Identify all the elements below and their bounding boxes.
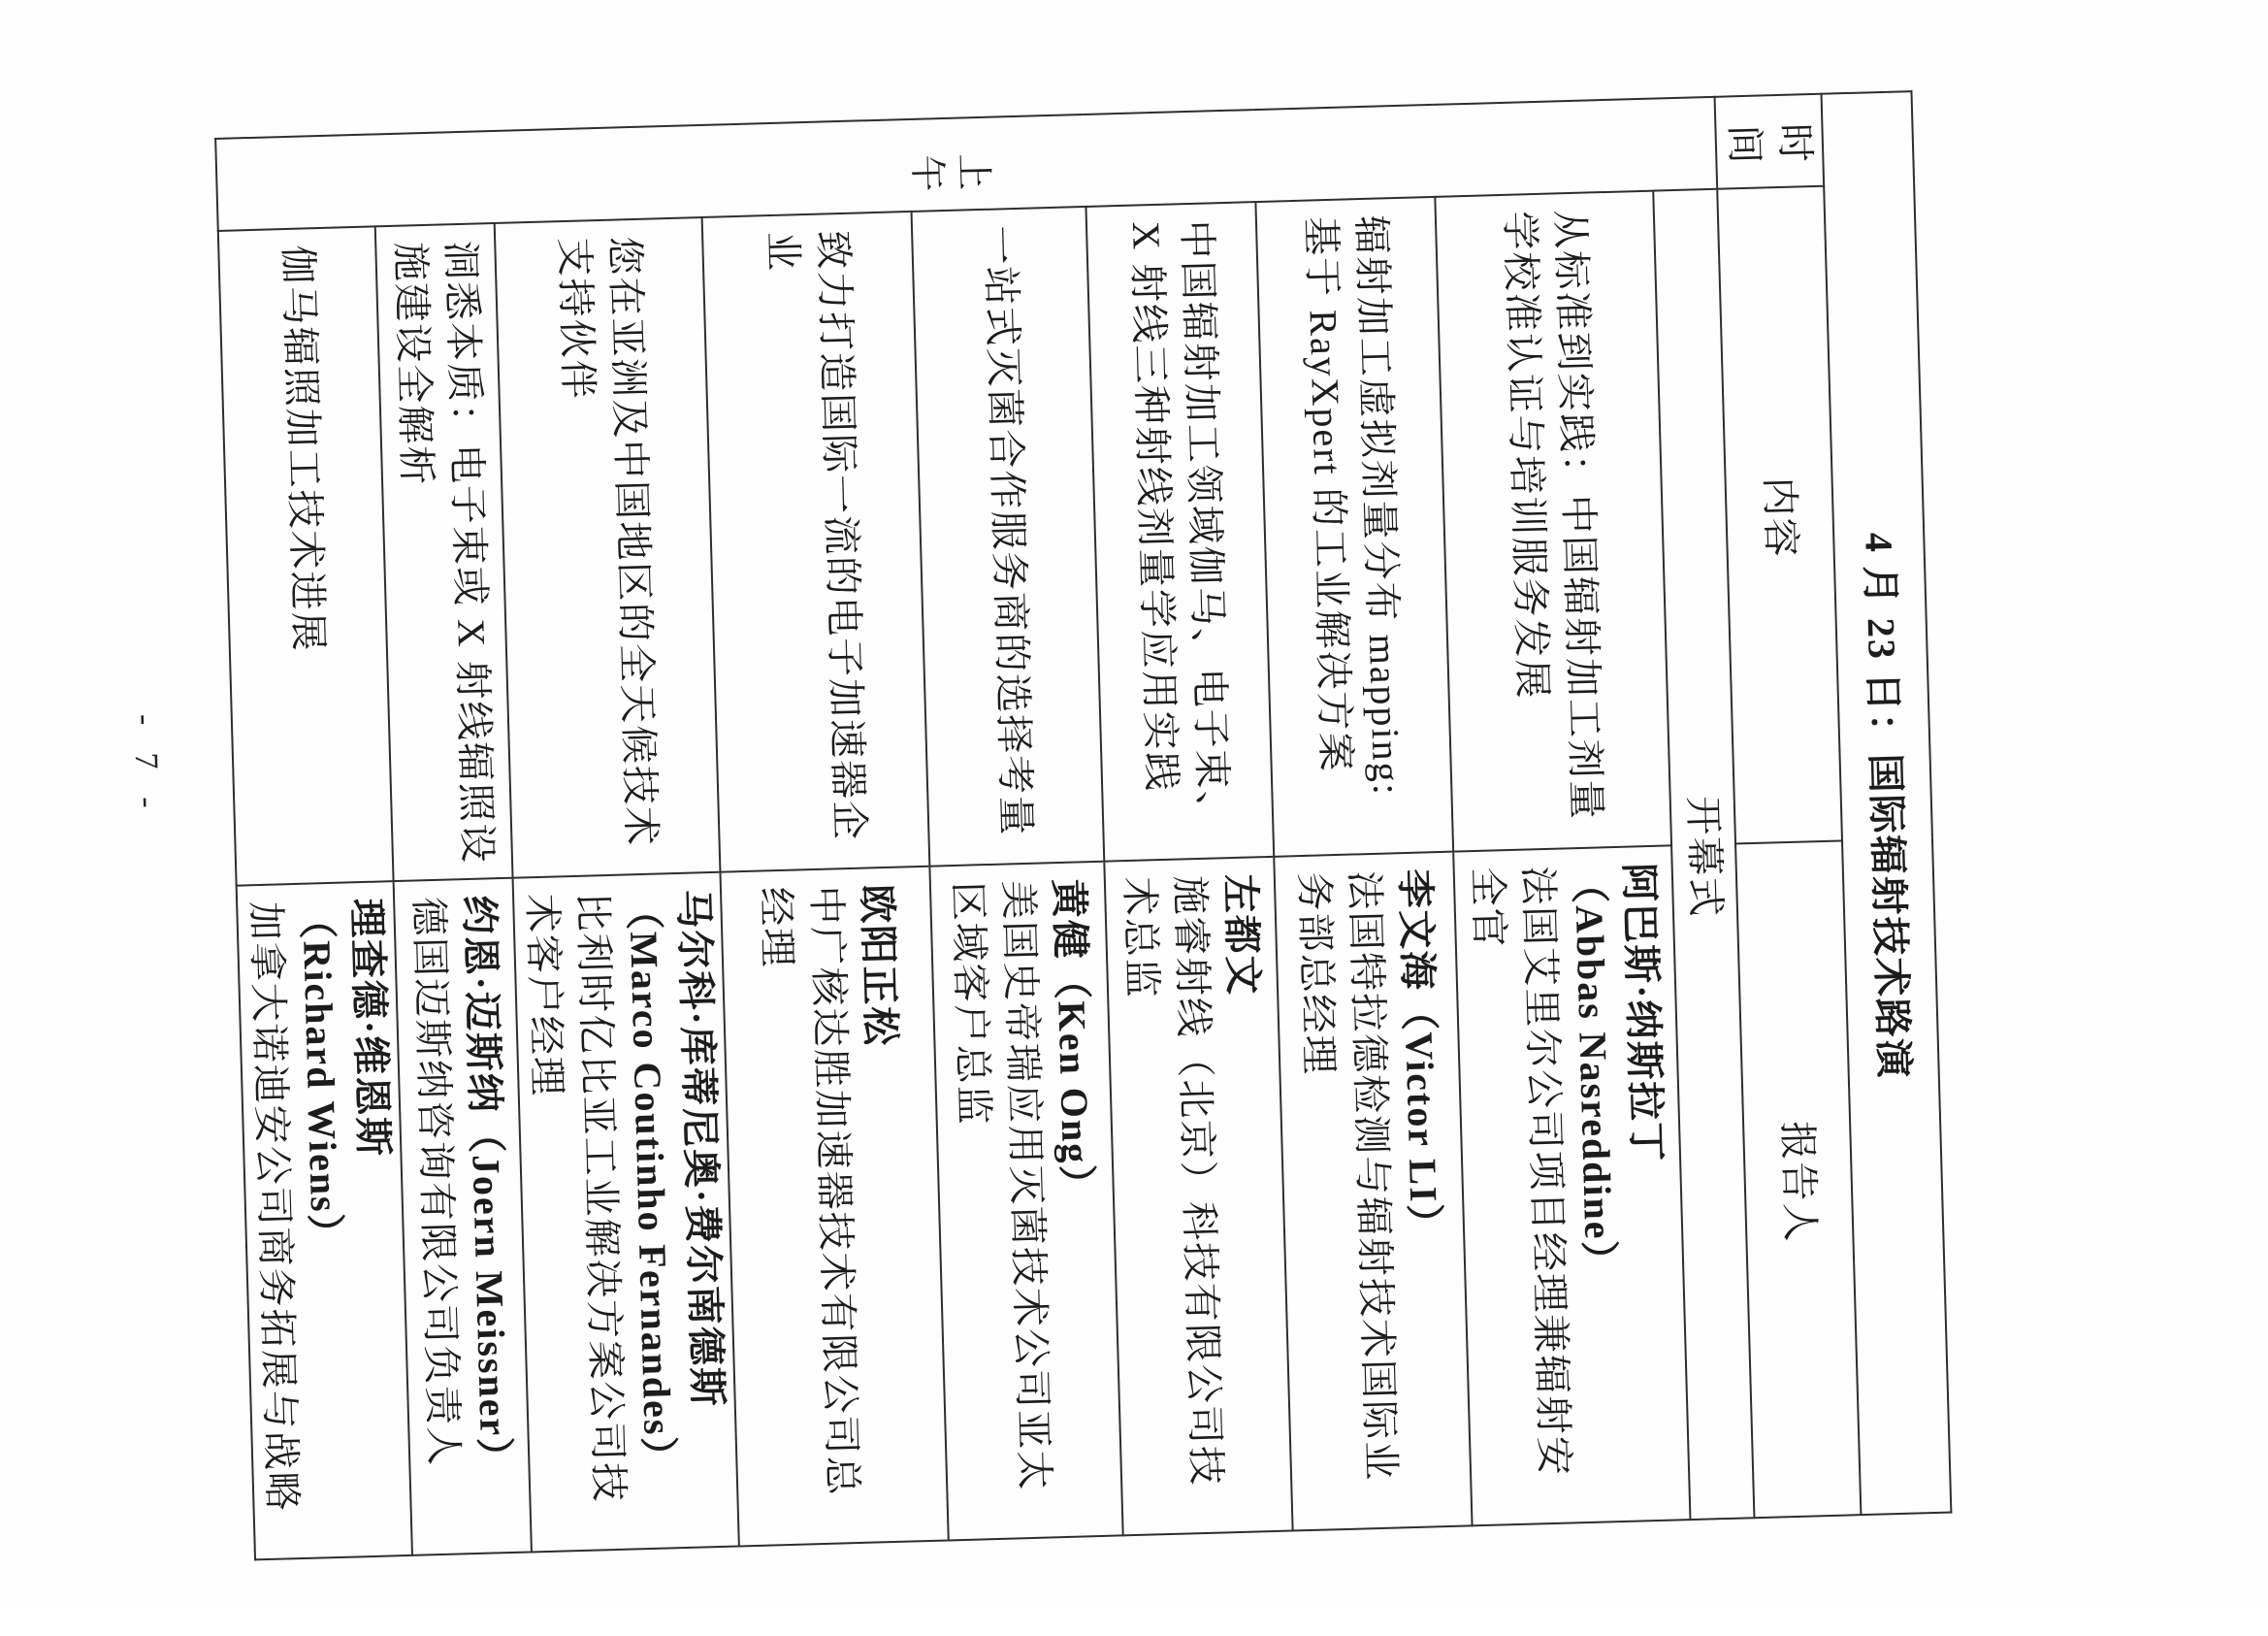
speaker-org: 施睿射线（北京）科技有限公司技 术总监: [1118, 874, 1229, 1488]
content-cell: 洞悉本质：电子束或 X 射线辐照设 施建设全解析: [375, 223, 513, 881]
speaker-org: 德国迈斯纳咨询有限公司负责人: [406, 896, 467, 1468]
table-row: [492, 125, 739, 1552]
speaker-cell: [394, 878, 532, 1555]
content-cell: 从标准到实践：中国辐射加工剂量 学校准认证与培训服务发展: [1435, 191, 1671, 852]
agenda-table: [214, 90, 1952, 1560]
content-cell: 中国辐射加工领域伽马、电子束、 X 射线三种射线剂量学应用实践: [1085, 202, 1274, 862]
speaker-org: 法国特拉德检测与辐射技术国际业 务部总经理: [1292, 869, 1404, 1483]
column-header-speaker: 报告人: [1735, 840, 1861, 1518]
table-row: [699, 119, 949, 1546]
content-cell: 您在亚洲及中国地区的全天候技术 支持伙伴: [495, 217, 721, 878]
speaker-cell: [513, 872, 739, 1553]
speaker-name: 欧阳正松: [854, 883, 903, 1048]
agenda-title: 4 月 23 日：国际辐射技术路演: [1822, 91, 1952, 1515]
page-number: - 7 -: [126, 713, 166, 819]
content-cell: 一站式灭菌合作服务商的选择考量: [912, 207, 1105, 867]
speaker-name: 阿巴斯·纳斯拉丁 （Abbas Nasreddine）: [1567, 862, 1669, 1282]
speaker-cell: [1453, 845, 1690, 1525]
speaker-cell: [929, 862, 1122, 1541]
speaker-name: 约恩·迈斯纳（Joern Meissner）: [457, 895, 518, 1479]
speaker-org: 中广核达胜加速器技术有限公司总 经理: [753, 885, 865, 1498]
speaker-name: 黄健（Ken Ong）: [1046, 878, 1100, 1206]
speaker-name: 左都文: [1218, 873, 1266, 998]
content-cell: 伽马辐照加工技术进展: [218, 226, 394, 885]
speaker-name: 理查德·维恩斯 （Richard Wiens）: [294, 898, 396, 1256]
speaker-name: 马尔科·库蒂尼奥·费尔南德斯 （Marco Coutinho Fernandes）: [620, 888, 729, 1478]
speaker-cell: [720, 867, 948, 1547]
speaker-org: 比利时亿比亚工业解决方案公司技 术客户经理: [520, 891, 632, 1504]
speaker-name: 李文海（Victor LI）: [1393, 868, 1447, 1246]
speaker-cell: [237, 881, 412, 1559]
time-period-label: 上午: [900, 146, 995, 190]
speaker-org: 美国史帝瑞应用灭菌技术公司亚太 区域客户总监: [945, 879, 1057, 1492]
table-row: [1433, 99, 1691, 1526]
column-header-content: 内容: [1717, 186, 1842, 844]
speaker-org: 加拿大诺迪安公司商务拓展与战略: [243, 900, 305, 1514]
content-cell: 辐射加工虚拟剂量分布 mapping: 基于 RayXpert 的工业解决方案: [1255, 197, 1453, 857]
opening-ceremony-label: 开幕式: [1653, 189, 1754, 1520]
speaker-org: 法国艾里尔公司项目经理兼辐射安 全官: [1466, 865, 1577, 1478]
column-header-time: 时间: [1715, 94, 1825, 189]
content-cell: 致力打造国际一流的电子加速器企 业: [702, 212, 930, 872]
speaker-cell: [1104, 857, 1292, 1536]
speaker-cell: [1274, 852, 1472, 1531]
